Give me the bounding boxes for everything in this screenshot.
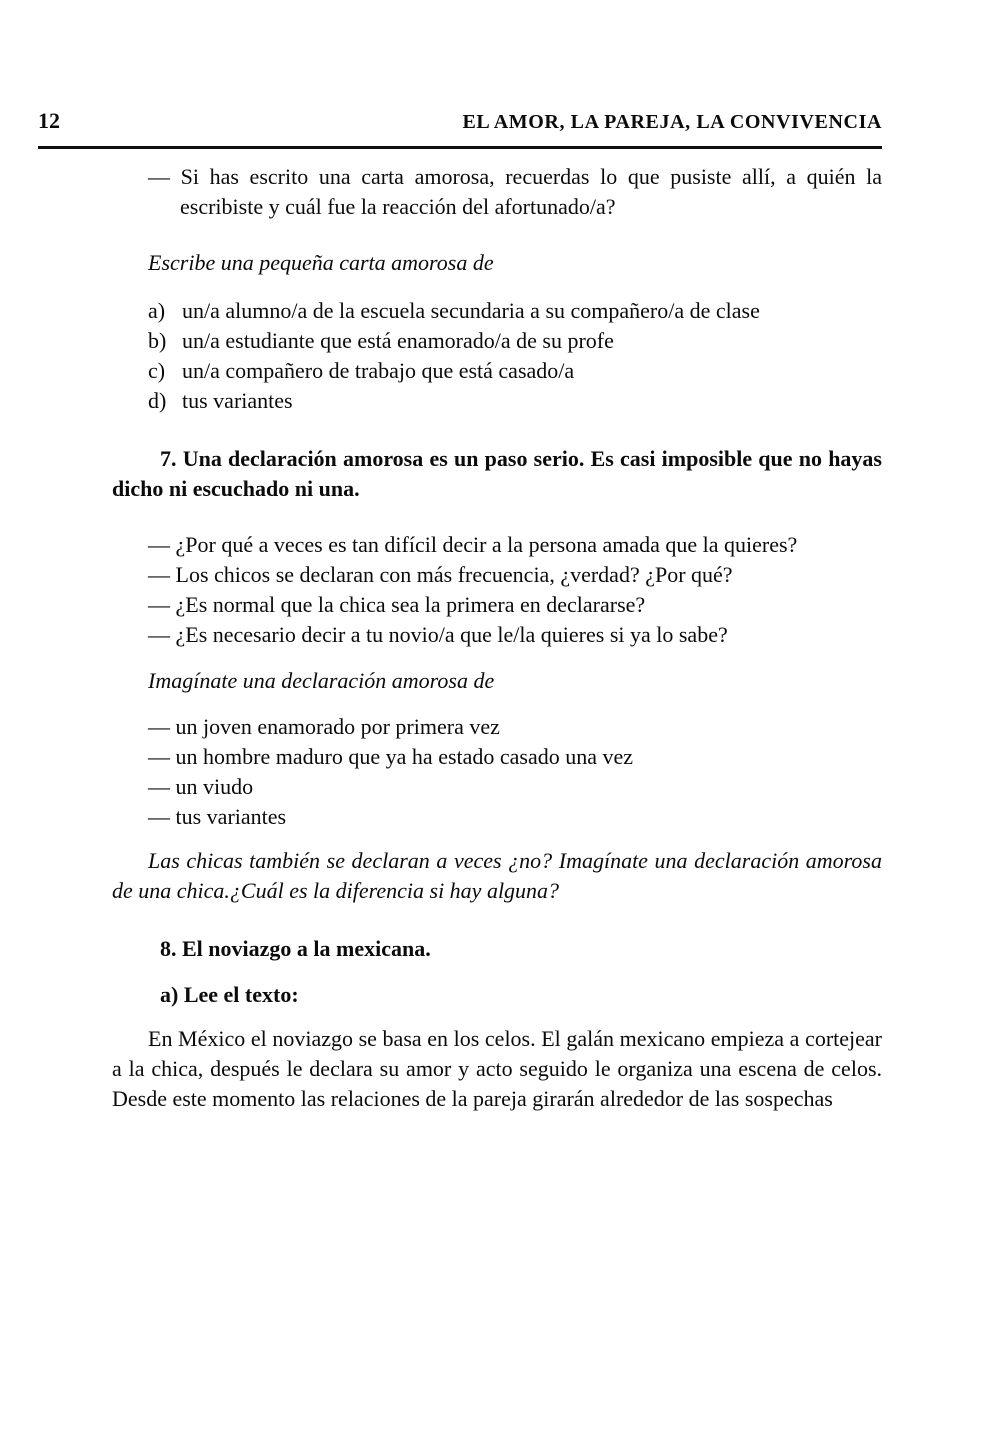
list-item xyxy=(112,326,882,356)
page-number: 12 xyxy=(38,108,60,133)
declaration-item: — un viudo xyxy=(148,774,254,799)
question-item: — Los chicos se declaran con más frecuencia, ¿verdad? ¿Por qué? xyxy=(148,562,733,587)
question-item: — ¿Es necesario decir a tu novio/a que le/la quieres si ya lo sabe? xyxy=(148,622,728,647)
lettered-list xyxy=(112,296,882,416)
writing-prompt-2: Imagínate una declaración amorosa de xyxy=(148,668,495,693)
list-item-text: tus variantes xyxy=(182,388,293,413)
page-header xyxy=(38,108,882,134)
declaration-item: — un joven enamorado por primera vez xyxy=(148,714,500,739)
list-item-text: un/a estudiante que está enamorado/a de su profe xyxy=(182,328,614,353)
reading-text-paragraph: En México el noviazgo se basa en los celos. El galán mexicano empieza a cortejear a la chica, después le declara su amor y acto seguido le organiza una escena de celos. Desde este momento las relaciones de la pareja girarán alrededor de las sospechas xyxy=(112,1026,882,1111)
question-item: — ¿Por qué a veces es tan difícil decir a la persona amada que la quieres? xyxy=(148,532,798,557)
list-item-marker: b) xyxy=(148,328,167,353)
declaration-item: — tus variantes xyxy=(148,804,287,829)
writing-prompt-1: Escribe una pequeña carta amorosa de xyxy=(148,250,494,275)
declaration-item: — un hombre maduro que ya ha estado casado una vez xyxy=(148,744,634,769)
running-title: EL AMOR, LA PAREJA, LA CONVIVENCIA xyxy=(462,111,882,133)
italic-note: Las chicas también se declaran a veces ¿no? Imagínate una declaración amorosa de una chica.¿Cuál es la diferencia si hay alguna? xyxy=(112,848,882,903)
page-body xyxy=(112,162,882,1114)
section-7-heading: 7. Una declaración amorosa es un paso serio. Es casi imposible que no hayas dicho ni escuchado ni una. xyxy=(112,446,882,501)
declaration-list xyxy=(112,712,882,832)
list-item-marker: c) xyxy=(148,358,166,383)
list-item-text: un/a alumno/a de la escuela secundaria a su compañero/a de clase xyxy=(182,298,760,323)
list-item-marker: d) xyxy=(148,388,167,413)
question-list xyxy=(112,530,882,650)
list-item xyxy=(112,356,882,386)
subsection-a-heading: a) Lee el texto: xyxy=(160,982,299,1007)
list-item-marker: a) xyxy=(148,298,166,323)
list-item-text: un/a compañero de trabajo que está casado/a xyxy=(182,358,575,383)
question-item: — ¿Es normal que la chica sea la primera en declararse? xyxy=(148,592,646,617)
list-item xyxy=(112,296,882,326)
header-rule xyxy=(38,146,882,149)
section-8-heading: 8. El noviazgo a la mexicana. xyxy=(160,936,431,961)
list-item xyxy=(112,386,882,416)
intro-paragraph: — Si has escrito una carta amorosa, recuerdas lo que pusiste allí, a quién la escribiste y cuál fue la reacción del afortunado/a? xyxy=(148,164,882,219)
